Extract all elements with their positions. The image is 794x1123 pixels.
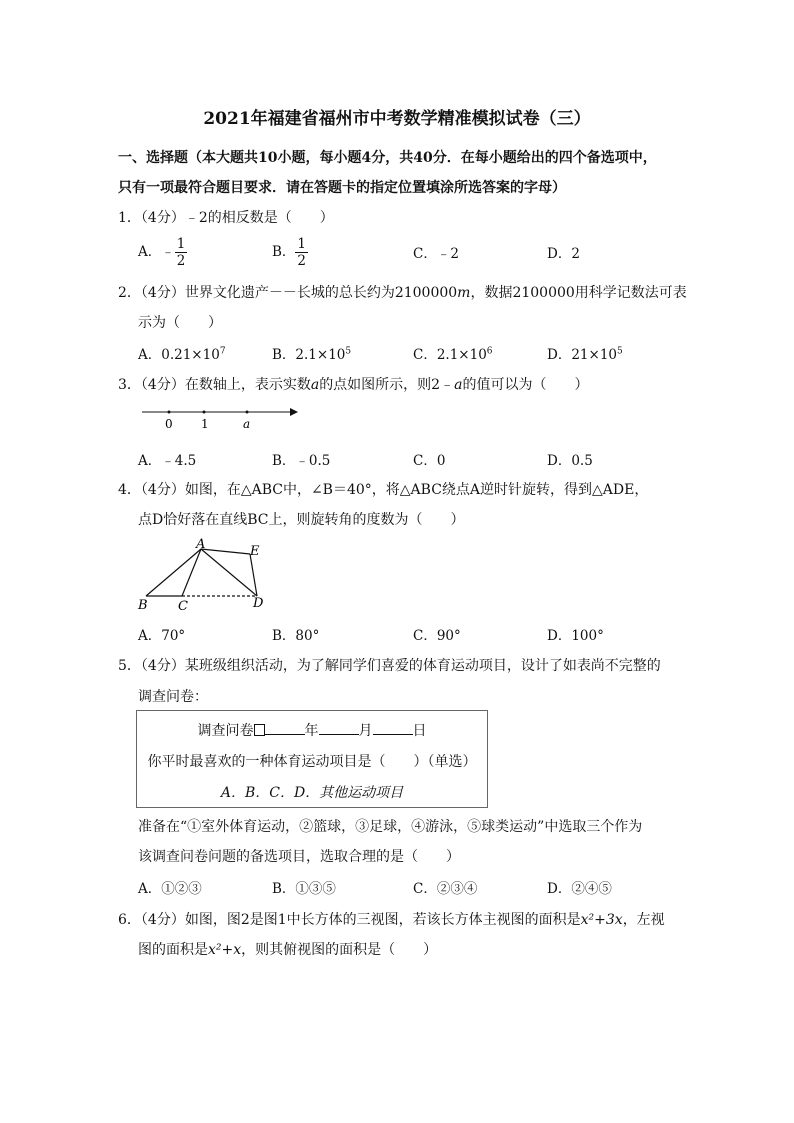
segment-ed <box>250 554 257 596</box>
section-heading-line2: 只有一项最符合题目要求．请在答题卡的指定位置填涂所选答案的字母） <box>118 180 566 196</box>
q4-option-d: D．100° <box>547 628 604 644</box>
q5-option-a: A．①②③ <box>138 881 202 897</box>
survey-table <box>136 710 488 808</box>
segment-ae <box>201 549 250 554</box>
survey-header-row: 调查问卷 年 月 日 <box>197 723 427 739</box>
section-heading-line1: 一、选择题（本大题共10小题，每小题4分，共40分．在每小题给出的四个备选项中， <box>118 150 657 166</box>
number-line-figure <box>138 400 308 434</box>
triangle-rotation-figure <box>134 536 274 616</box>
q4-stem-line1: 4．（4分）如图，在△ABC中，∠B＝40°，将△ABC绕点A逆时针旋转，得到△ADE， <box>118 482 649 498</box>
label-C: C <box>178 599 188 614</box>
label-0: 0 <box>165 417 173 431</box>
segment-ad <box>201 549 257 596</box>
q1-stem: 1．（4分）﹣2的相反数是（ ） <box>118 210 334 226</box>
label-A: A <box>196 537 206 552</box>
survey-options: A．B．C．D．其他运动项目 <box>220 785 404 801</box>
q5-stem-line2: 调查问卷： <box>138 689 208 705</box>
number-line-arrow <box>290 408 298 416</box>
label-E: E <box>250 544 260 559</box>
q4-option-a: A．70° <box>138 628 186 644</box>
q5-stem-line4: 该调查问卷问题的备选项目，选取合理的是（ ） <box>138 849 460 865</box>
q1-option-c: C．﹣2 <box>413 246 459 262</box>
segment-ac <box>182 549 201 596</box>
page-title: 2021年福建省福州市中考数学精准模拟试卷（三） <box>203 109 591 129</box>
label-1: 1 <box>201 417 209 431</box>
q3-option-b: B．﹣0.5 <box>272 453 331 469</box>
q6-stem-line2: 图的面积是x²+x，则其俯视图的面积是（ ） <box>138 942 438 958</box>
label-B: B <box>138 598 148 613</box>
q3-stem: 3．（4分）在数轴上，表示实数a的点如图所示，则2﹣a的值可以为（ ） <box>118 377 589 393</box>
q4-option-b: B．80° <box>272 628 320 644</box>
q5-stem-line3: 准备在“①室外体育运动，②篮球，③足球，④游泳，⑤球类运动”中选取三个作为 <box>138 819 643 835</box>
q2-option-a: A．$0.21\times 10^7$ <box>138 346 226 363</box>
segment-ab <box>146 549 201 596</box>
q5-option-c: C．②③④ <box>413 881 478 897</box>
q5-option-d: D．②④⑤ <box>547 881 612 897</box>
q1-option-a: A．﹣ $\frac{1}{2}$ <box>138 236 186 269</box>
survey-question: 你平时最喜欢的一种体育运动项目是（ ）（单选） <box>147 754 477 770</box>
q2-option-c: C．$2.1\times 10^6$ <box>413 346 493 363</box>
q5-option-b: B．①③⑤ <box>272 881 336 897</box>
label-D: D <box>253 596 264 611</box>
q2-option-b: B．$2.1\times 10^5$ <box>272 346 352 363</box>
q3-option-c: C．0 <box>413 453 446 469</box>
q4-stem-line2: 点D恰好落在直线BC上，则旋转角的度数为（ ） <box>138 512 465 528</box>
label-a: a <box>243 417 251 431</box>
q2-option-d: D．$21\times 10^5$ <box>547 346 623 363</box>
q6-stem-line1: 6．（4分）如图，图2是图1中长方体的三视图，若该长方体主视图的面积是x²+3x，左视 <box>118 912 665 928</box>
q3-option-a: A．﹣4.5 <box>138 453 197 469</box>
tick-0 <box>168 411 171 414</box>
tick-1 <box>203 411 206 414</box>
q3-option-d: D．0.5 <box>547 453 593 469</box>
q1-option-d: D．2 <box>547 246 580 262</box>
checkbox-icon <box>254 724 265 736</box>
q5-stem-line1: 5．（4分）某班级组织活动，为了解同学们喜爱的体育运动项目，设计了如表尚不完整的 <box>118 658 661 674</box>
q2-stem-line1: 2．（4分）世界文化遗产－－长城的总长约为2100000m，数据2100000用科学记数法可表 <box>118 285 687 301</box>
q2-stem-line2: 示为（ ） <box>138 315 222 331</box>
point-a <box>246 411 249 414</box>
q4-option-c: C．90° <box>413 628 461 644</box>
q1-option-b: B． $\frac{1}{2}$ <box>272 236 307 269</box>
